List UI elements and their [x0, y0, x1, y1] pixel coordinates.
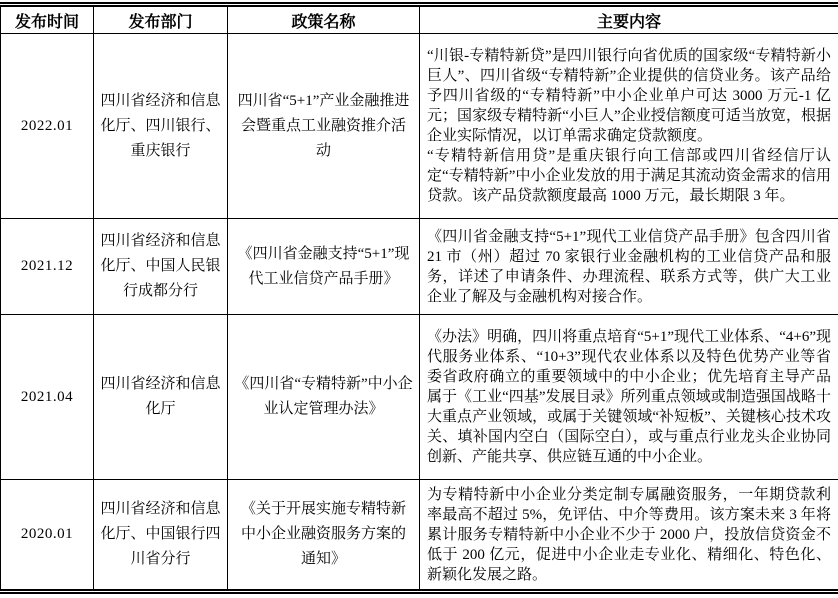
cell-publish-date: 2020.01	[1, 480, 94, 592]
cell-publish-date: 2021.04	[1, 315, 94, 480]
cell-department: 四川省经济和信息化厅	[94, 315, 228, 480]
cell-department: 四川省经济和信息化厅、中国银行四川省分行	[94, 480, 228, 592]
policy-table	[0, 2, 838, 594]
content-paragraph: 为专精特新中小企业分类定制专属融资服务，一年期贷款利率最高不超过 5%，免评估、中介等费用。该方案未来 3 年将累计服务专精特新中小企业不少于 2000 户，投放信贷资金不低于 200 亿元，促进中小企业走专业化、精细化、特色化、新颖化发展之路。	[427, 486, 831, 583]
cell-publish-date: 2022.01	[1, 34, 94, 219]
cell-main-content	[420, 315, 838, 480]
table-row	[1, 315, 838, 480]
column-header-main-content: 主要内容	[420, 5, 838, 34]
column-header-policy-name: 政策名称	[228, 5, 420, 34]
cell-policy-name: 四川省“5+1”产业金融推进会暨重点工业融资推介活动	[228, 34, 420, 219]
cell-policy-name: 《关于开展实施专精特新中小企业融资服务方案的通知》	[228, 480, 420, 592]
cell-policy-name: 《四川省“专精特新”中小企业认定管理办法》	[228, 315, 420, 480]
cell-policy-name: 《四川省金融支持“5+1”现代工业信贷产品手册》	[228, 219, 420, 315]
content-paragraph: 《办法》明确，四川将重点培育“5+1”现代工业体系、“4+6”现代服务业体系、“10+3”现代农业体系以及特色优势产业等省委省政府确立的重要领域中的中小企业；优先培育主导产品属于《工业“四基”发展目录》所列重点领域或制造强国战略十大重点产业领域，或属于关键领域“补短板”、关键核心技术攻关、填补国内空白（国际空白），或与重点行业龙头企业协同创新、产能共享、供应链互通的中小企业。	[427, 329, 831, 465]
cell-main-content	[420, 34, 838, 219]
table-row	[1, 219, 838, 315]
cell-publish-date: 2021.12	[1, 219, 94, 315]
table-row	[1, 480, 838, 592]
content-paragraph: “专精特新信用贷”是重庆银行向工信部或四川省经信厅认定“专精特新”中小企业发放的用于满足其流动资金需求的信用贷款。该产品贷款额度最高 1000 万元，最长期限 3 年。	[427, 148, 831, 204]
header-row	[1, 5, 838, 34]
content-paragraph: 《四川省金融支持“5+1”现代工业信贷产品手册》包含四川省 21 市（州）超过 70 家银行业金融机构的工业信贷产品和服务，详述了申请条件、办理流程、联系方式等，供广大工业企业了解及与金融机构对接合作。	[427, 228, 831, 305]
cell-department: 四川省经济和信息化厅、中国人民银行成都分行	[94, 219, 228, 315]
content-paragraph: “川银-专精特新贷”是四川银行向省优质的国家级“专精特新小巨人”、四川省级“专精特新”企业提供的信贷业务。该产品给予四川省级的“专精特新”中小企业单户可达 3000 万元-1 亿元；国家级专精特新“小巨人”企业授信额度可适当放宽，根据企业实际情况，以订单需求确定贷款额度。	[427, 48, 831, 144]
table-row	[1, 34, 838, 219]
cell-main-content	[420, 219, 838, 315]
cell-department: 四川省经济和信息化厅、四川银行、重庆银行	[94, 34, 228, 219]
column-header-publish-date: 发布时间	[1, 5, 94, 34]
cell-main-content	[420, 480, 838, 592]
column-header-department: 发布部门	[94, 5, 228, 34]
